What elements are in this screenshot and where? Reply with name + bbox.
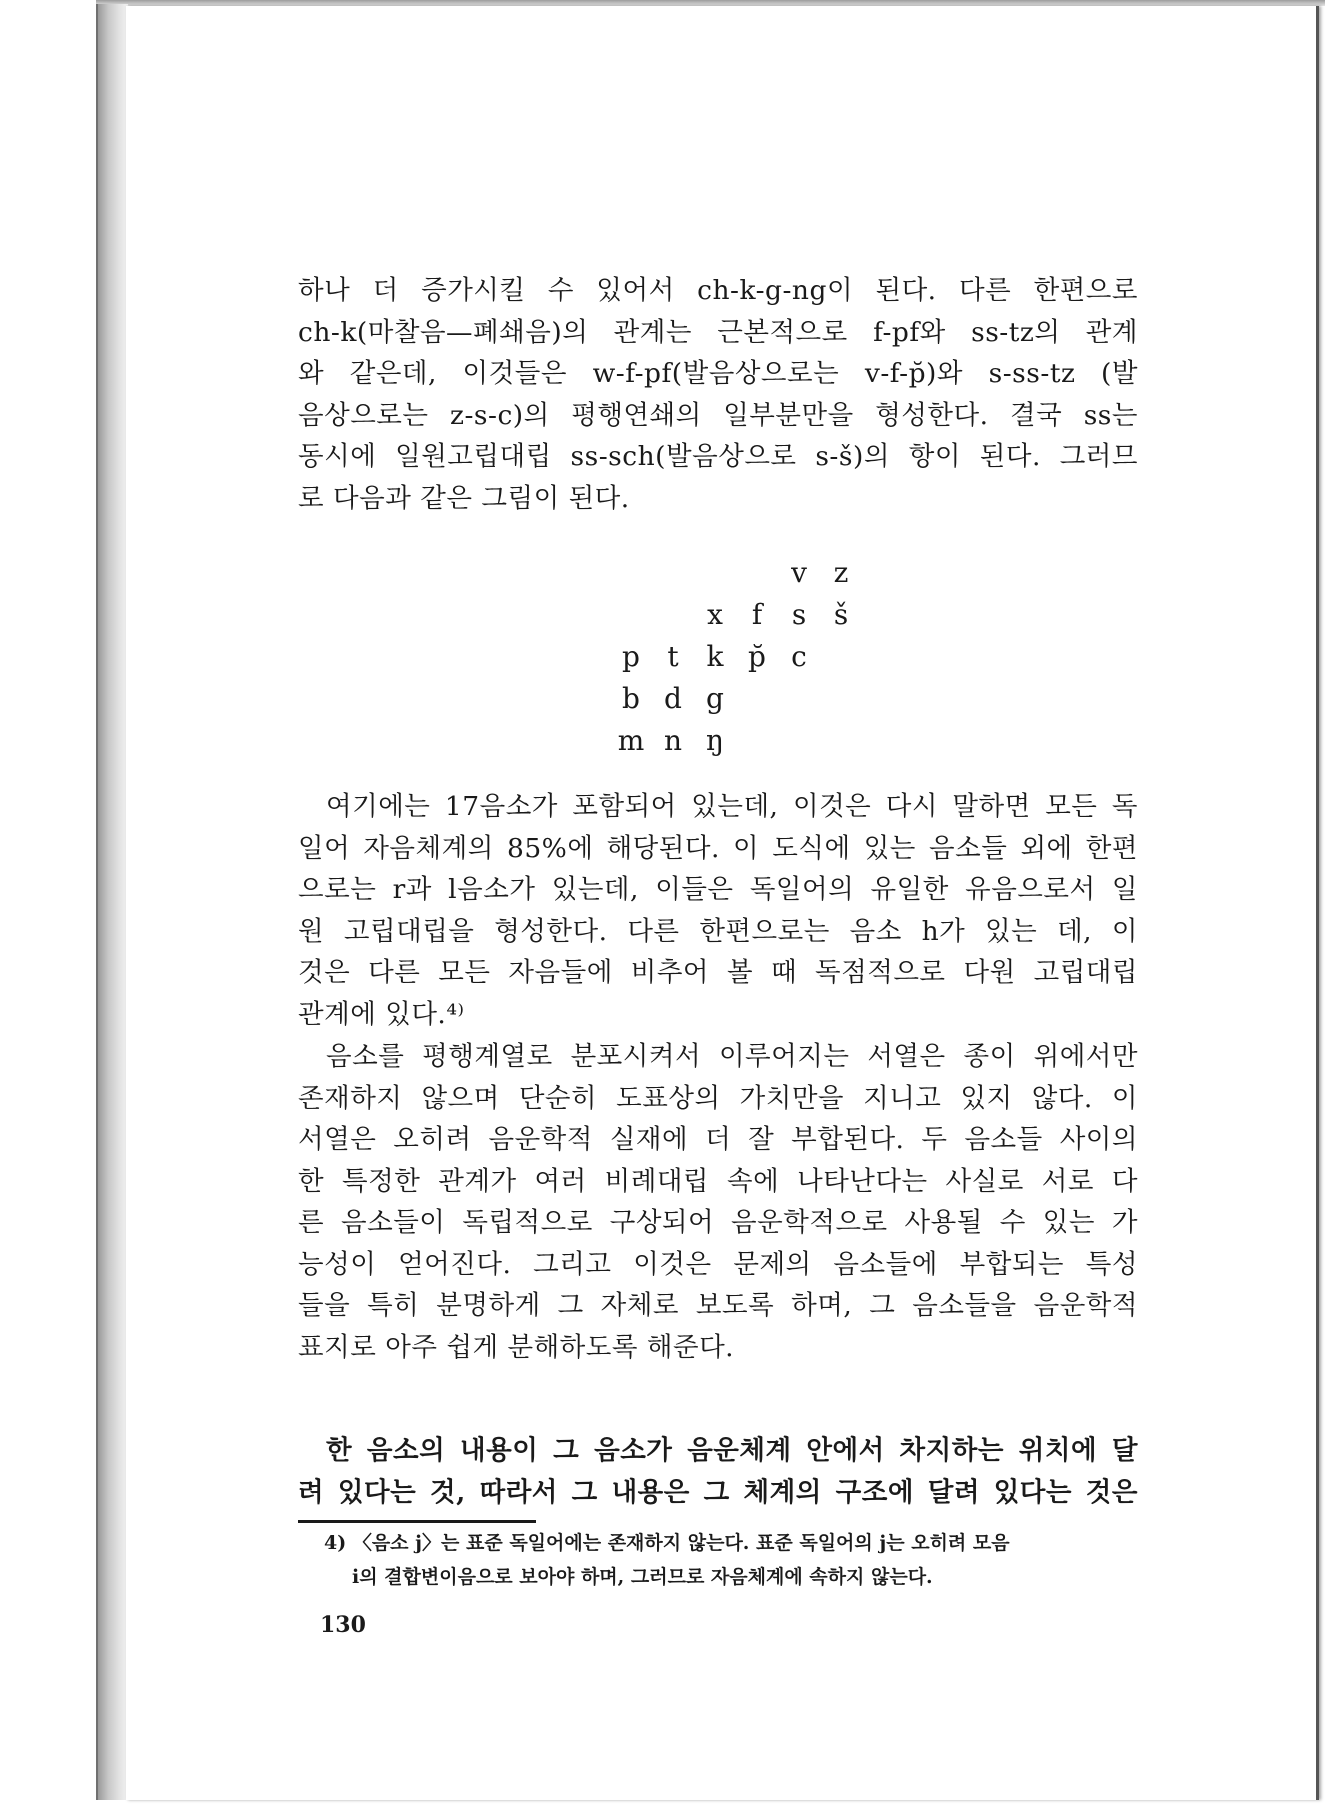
- phoneme: m: [617, 724, 645, 757]
- phoneme: š: [833, 598, 849, 631]
- footnote-rule: [298, 1520, 536, 1523]
- text-line: 려 있다는 것, 따라서 그 내용은 그 체계의 구조에 달려 있다는 것은: [298, 1476, 1138, 1508]
- footnote: [324, 1526, 1138, 1594]
- footnote-line: i의 결합변이음으로 보아야 하며, 그러므로 자음체계에 속하지 않는다.: [352, 1566, 933, 1588]
- text-line: 들을 특히 분명하게 그 자체로 보도록 하며, 그 음소들을 음운학적: [298, 1290, 1138, 1321]
- page-number: 130: [320, 1612, 366, 1638]
- paragraph-3: [298, 1036, 1138, 1368]
- phoneme: s: [791, 598, 807, 631]
- phoneme: x: [707, 598, 723, 631]
- phoneme: c: [791, 640, 807, 673]
- text-line: 로 다음과 같은 그림이 된다.: [298, 482, 630, 514]
- text-line: 서열은 오히려 음운학적 실재에 더 잘 부합된다. 두 음소들 사이의: [298, 1124, 1138, 1155]
- text-line: 한 음소의 내용이 그 음소가 음운체계 안에서 차지하는 위치에 달: [326, 1435, 1138, 1466]
- text-line: 원 고립대립을 형성한다. 다른 한편으로는 음소 h가 있는 데, 이: [298, 915, 1138, 947]
- text-line: 한 특정한 관계가 여러 비례대립 속에 나타난다는 사실로 서로 다: [298, 1165, 1138, 1197]
- phoneme-chart: [610, 552, 862, 762]
- book-spine-edge: [96, 4, 128, 1800]
- phoneme-row: [610, 678, 862, 720]
- text-line: 일어 자음체계의 85%에 해당된다. 이 도식에 있는 음소들 외에 한편: [298, 832, 1138, 864]
- paragraph-4: [298, 1430, 1138, 1513]
- text-line: ch-k(마찰음—폐쇄음)의 관계는 근본적으로 f-pf와 ss-tz의 관계: [298, 316, 1138, 348]
- phoneme: b: [622, 682, 640, 715]
- phoneme: g: [706, 682, 724, 715]
- text-line: 존재하지 않으며 단순히 도표상의 가치만을 지니고 있지 않다. 이: [298, 1082, 1138, 1114]
- phoneme: f: [751, 598, 763, 631]
- phoneme-row: [610, 720, 862, 762]
- phoneme: d: [664, 682, 682, 715]
- text-line: 음소를 평행계열로 분포시켜서 이루어지는 서열은 종이 위에서만: [326, 1041, 1138, 1072]
- text-line: 관계에 있다.⁴⁾: [298, 998, 465, 1030]
- phoneme: k: [706, 640, 724, 673]
- phoneme: t: [667, 640, 679, 673]
- text-line: 것은 다른 모든 자음들에 비추어 볼 때 독점적으로 다원 고립대립: [298, 957, 1138, 988]
- text-line: 여기에는 17음소가 포함되어 있는데, 이것은 다시 말하면 모든 독: [326, 791, 1138, 822]
- text-line: 른 음소들이 독립적으로 구상되어 음운학적으로 사용될 수 있는 가: [298, 1207, 1138, 1238]
- text-line: 표지로 아주 쉽게 분해하도록 해준다.: [298, 1331, 735, 1363]
- paragraph-1: [298, 270, 1138, 519]
- text-line: 으로는 r과 l음소가 있는데, 이들은 독일어의 유일한 유음으로서 일: [298, 874, 1138, 905]
- text-line: 음상으로는 z-s-c)의 평행연쇄의 일부분만을 형성한다. 결국 ss는: [298, 399, 1138, 431]
- phoneme-row: [610, 552, 862, 594]
- text-line: 동시에 일원고립대립 ss-sch(발음상으로 s-š)의 항이 된다. 그러므: [298, 441, 1138, 472]
- footnote-line: 4) 〈음소 j〉는 표준 독일어에는 존재하지 않는다. 표준 독일어의 j는 오히려 모음: [324, 1532, 1010, 1554]
- phoneme: n: [663, 724, 683, 757]
- text-line: 하나 더 증가시킬 수 있어서 ch-k-g-ng이 된다. 다른 한편으로: [298, 275, 1138, 306]
- text-line: 능성이 얻어진다. 그리고 이것은 문제의 음소들에 부합되는 특성: [298, 1248, 1138, 1280]
- phoneme: ŋ: [705, 724, 725, 757]
- phoneme-row: [610, 636, 862, 678]
- phoneme: v: [791, 556, 807, 589]
- phoneme-row: [610, 594, 862, 636]
- text-line: 와 같은데, 이것들은 w-f-pf(발음상으로는 v-f-p̆)와 s-ss-tz (발: [298, 358, 1138, 389]
- phoneme: z: [833, 556, 849, 589]
- paragraph-2: [298, 786, 1138, 1035]
- phoneme: p: [622, 640, 640, 673]
- phoneme: p̆: [748, 640, 766, 673]
